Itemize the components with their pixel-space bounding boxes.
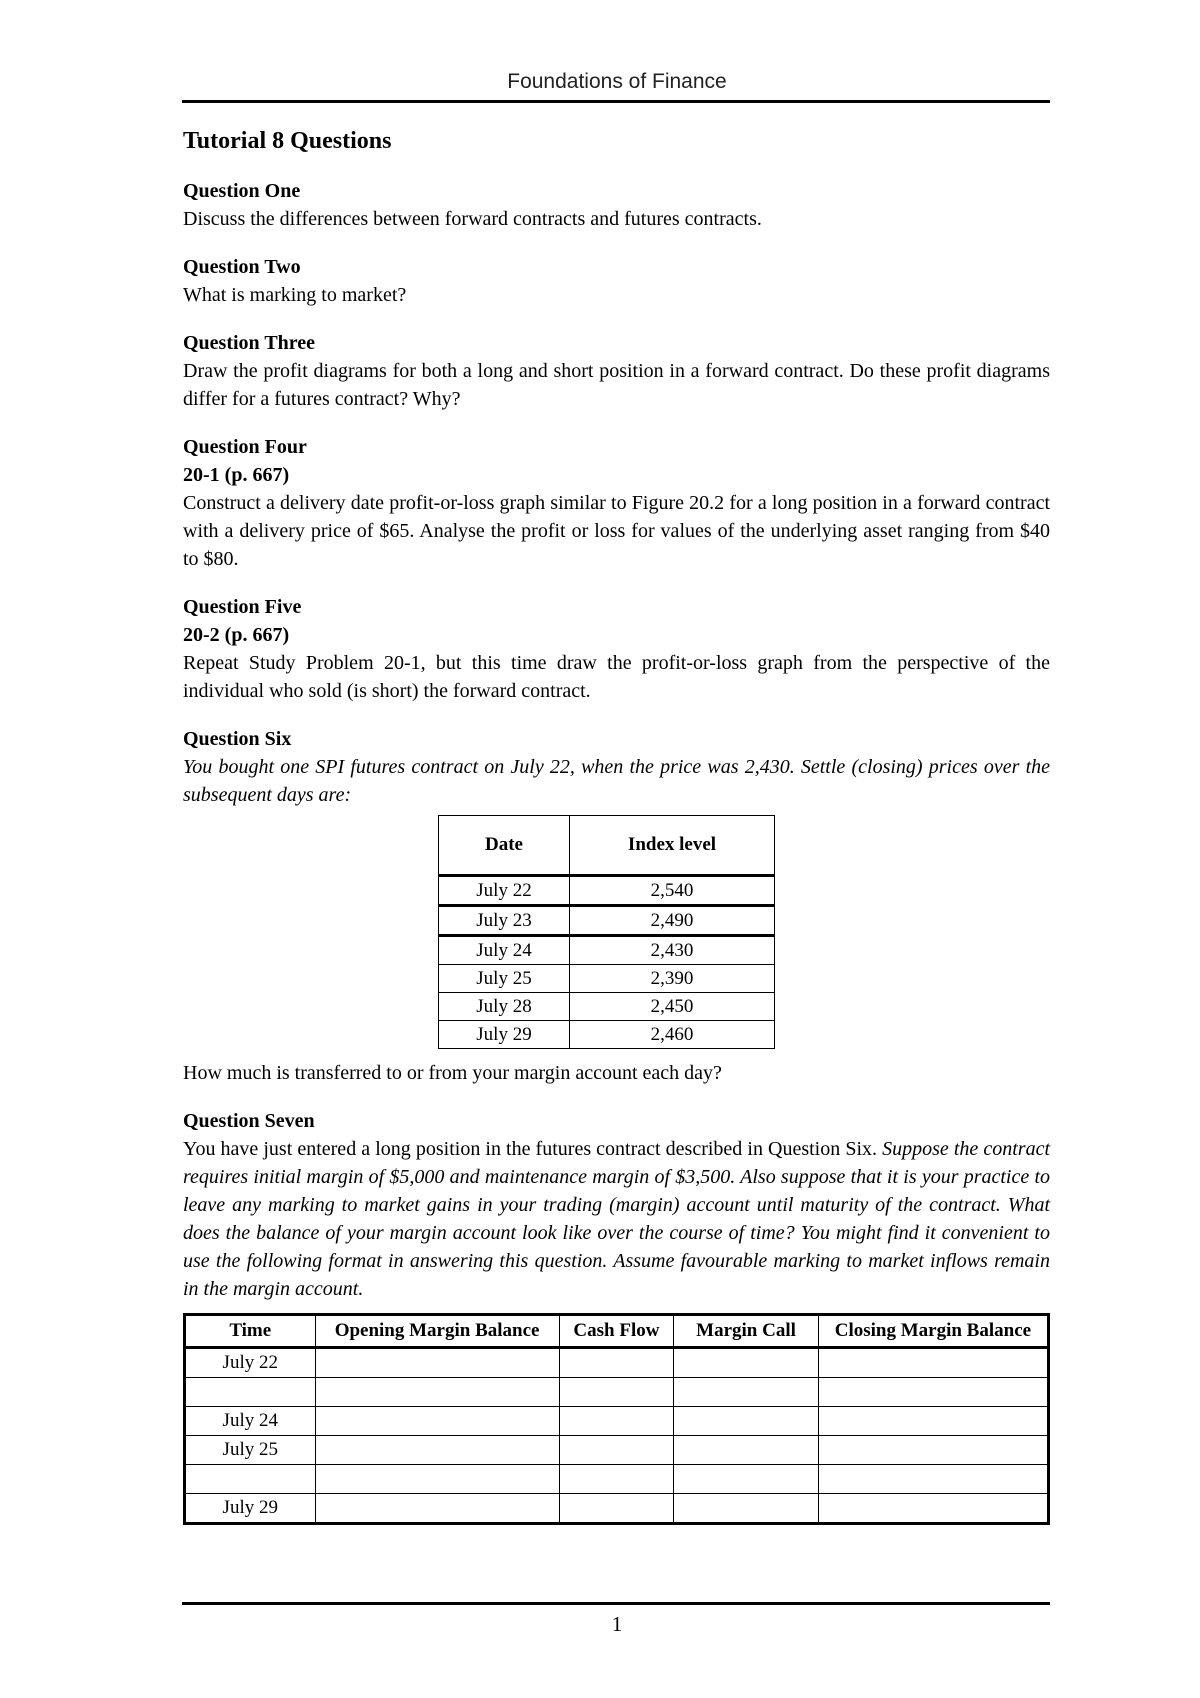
- margin-call-cell: [674, 1407, 819, 1436]
- cash-flow-cell: [559, 1465, 674, 1494]
- opening-balance-cell: [315, 1378, 559, 1407]
- index-cell: 2,540: [570, 876, 775, 906]
- closing-balance-cell: [818, 1494, 1048, 1524]
- time-cell: [185, 1465, 316, 1494]
- margin-call-cell: [674, 1378, 819, 1407]
- table-row: [185, 1465, 1049, 1494]
- table-row: [439, 876, 775, 906]
- closing-balance-cell: [818, 1465, 1048, 1494]
- margin-call-cell: [674, 1348, 819, 1378]
- margin-call-cell: [674, 1494, 819, 1524]
- margin-call-cell: [674, 1465, 819, 1494]
- column-header-time: Time: [185, 1315, 316, 1348]
- closing-balance-cell: [818, 1378, 1048, 1407]
- question-heading: Question Six: [183, 728, 292, 750]
- index-cell: 2,490: [570, 906, 775, 936]
- cash-flow-cell: [559, 1436, 674, 1465]
- question-text: [183, 1135, 1050, 1303]
- question-four: [183, 433, 1050, 573]
- cash-flow-cell: [559, 1494, 674, 1524]
- question-text: What is marking to market?: [183, 284, 407, 306]
- opening-balance-cell: [315, 1494, 559, 1524]
- table-row: [185, 1378, 1049, 1407]
- column-header-margin-call: Margin Call: [674, 1315, 819, 1348]
- index-cell: 2,450: [570, 993, 775, 1021]
- table-row: [439, 1021, 775, 1049]
- cash-flow-cell: [559, 1378, 674, 1407]
- margin-call-cell: [674, 1436, 819, 1465]
- question-reference: 20-2 (p. 667): [183, 624, 290, 646]
- question-reference: 20-1 (p. 667): [183, 464, 290, 486]
- question-text-italic: Suppose the contract requires initial margin of $5,000 and maintenance margin of $3,500. Also suppose that it is your practice to leave any marking to market gains in your trading (margin) account until maturity of the contract. What does the balance of your margin account look like over the course of time? You might find it convenient to use the following format in answering this question. Assume favourable marking to market inflows remain in the margin account.: [183, 1138, 1051, 1300]
- question-heading: Question Three: [183, 332, 316, 354]
- question-text: Draw the profit diagrams for both a long and short position in a forward contract. Do these profit diagrams differ for a futures contract? Why?: [183, 360, 1050, 410]
- question-text: Discuss the differences between forward contracts and futures contracts.: [183, 208, 762, 230]
- opening-balance-cell: [315, 1348, 559, 1378]
- opening-balance-cell: [315, 1436, 559, 1465]
- column-header-cash-flow: Cash Flow: [559, 1315, 674, 1348]
- cash-flow-cell: [559, 1348, 674, 1378]
- question-six: [183, 725, 1050, 1087]
- time-cell: [185, 1378, 316, 1407]
- question-heading: Question Two: [183, 256, 301, 278]
- date-cell: July 22: [439, 876, 570, 906]
- table-row: [185, 1407, 1049, 1436]
- question-seven: [183, 1107, 1050, 1525]
- table-row: [439, 993, 775, 1021]
- question-three: [183, 329, 1050, 413]
- header-rule: [182, 100, 1050, 103]
- page-content: [183, 128, 1050, 1535]
- question-five: [183, 593, 1050, 705]
- index-cell: 2,460: [570, 1021, 775, 1049]
- time-cell: July 22: [185, 1348, 316, 1378]
- question-one: [183, 177, 1050, 233]
- date-cell: July 25: [439, 965, 570, 993]
- index-level-table: [438, 815, 775, 1049]
- closing-balance-cell: [818, 1348, 1048, 1378]
- column-header-index-level: Index level: [570, 816, 775, 876]
- closing-balance-cell: [818, 1436, 1048, 1465]
- column-header-closing-balance: Closing Margin Balance: [818, 1315, 1048, 1348]
- time-cell: July 29: [185, 1494, 316, 1524]
- question-heading: Question Five: [183, 596, 302, 618]
- question-text: Construct a delivery date profit-or-loss graph similar to Figure 20.2 for a long position in a forward contract with a delivery price of $65. Analyse the profit or loss for values of the underlying asset ranging from $40 to $80.: [183, 492, 1050, 570]
- table-row: [439, 936, 775, 965]
- question-two: [183, 253, 1050, 309]
- column-header-opening-balance: Opening Margin Balance: [315, 1315, 559, 1348]
- page-title: Tutorial 8 Questions: [183, 128, 392, 154]
- table-row: [185, 1436, 1049, 1465]
- question-text: You bought one SPI futures contract on July 22, when the price was 2,430. Settle (closing) prices over the subsequent days are:: [183, 756, 1050, 806]
- table-row: [439, 965, 775, 993]
- running-header: Foundations of Finance: [507, 70, 727, 93]
- closing-balance-cell: [818, 1407, 1048, 1436]
- time-cell: July 25: [185, 1436, 316, 1465]
- margin-account-table: [183, 1313, 1050, 1525]
- column-header-date: Date: [439, 816, 570, 876]
- question-text: Repeat Study Problem 20-1, but this time draw the profit-or-loss graph from the perspective of the individual who sold (is short) the forward contract.: [183, 652, 1050, 702]
- table-row: [185, 1494, 1049, 1524]
- table-row: [185, 1348, 1049, 1378]
- index-cell: 2,390: [570, 965, 775, 993]
- opening-balance-cell: [315, 1465, 559, 1494]
- date-cell: July 23: [439, 906, 570, 936]
- opening-balance-cell: [315, 1407, 559, 1436]
- table-header-row: [439, 816, 775, 876]
- footer-rule: [182, 1602, 1050, 1605]
- time-cell: July 24: [185, 1407, 316, 1436]
- question-text-plain: You have just entered a long position in the futures contract described in Question Six.: [183, 1138, 877, 1160]
- date-cell: July 28: [439, 993, 570, 1021]
- index-cell: 2,430: [570, 936, 775, 965]
- table-row: [439, 906, 775, 936]
- question-followup: How much is transferred to or from your margin account each day?: [183, 1062, 722, 1084]
- date-cell: July 24: [439, 936, 570, 965]
- question-heading: Question Four: [183, 436, 307, 458]
- page-number: 1: [611, 1612, 623, 1636]
- table-header-row: [185, 1315, 1049, 1348]
- question-heading: Question One: [183, 180, 301, 202]
- cash-flow-cell: [559, 1407, 674, 1436]
- date-cell: July 29: [439, 1021, 570, 1049]
- question-heading: Question Seven: [183, 1110, 315, 1132]
